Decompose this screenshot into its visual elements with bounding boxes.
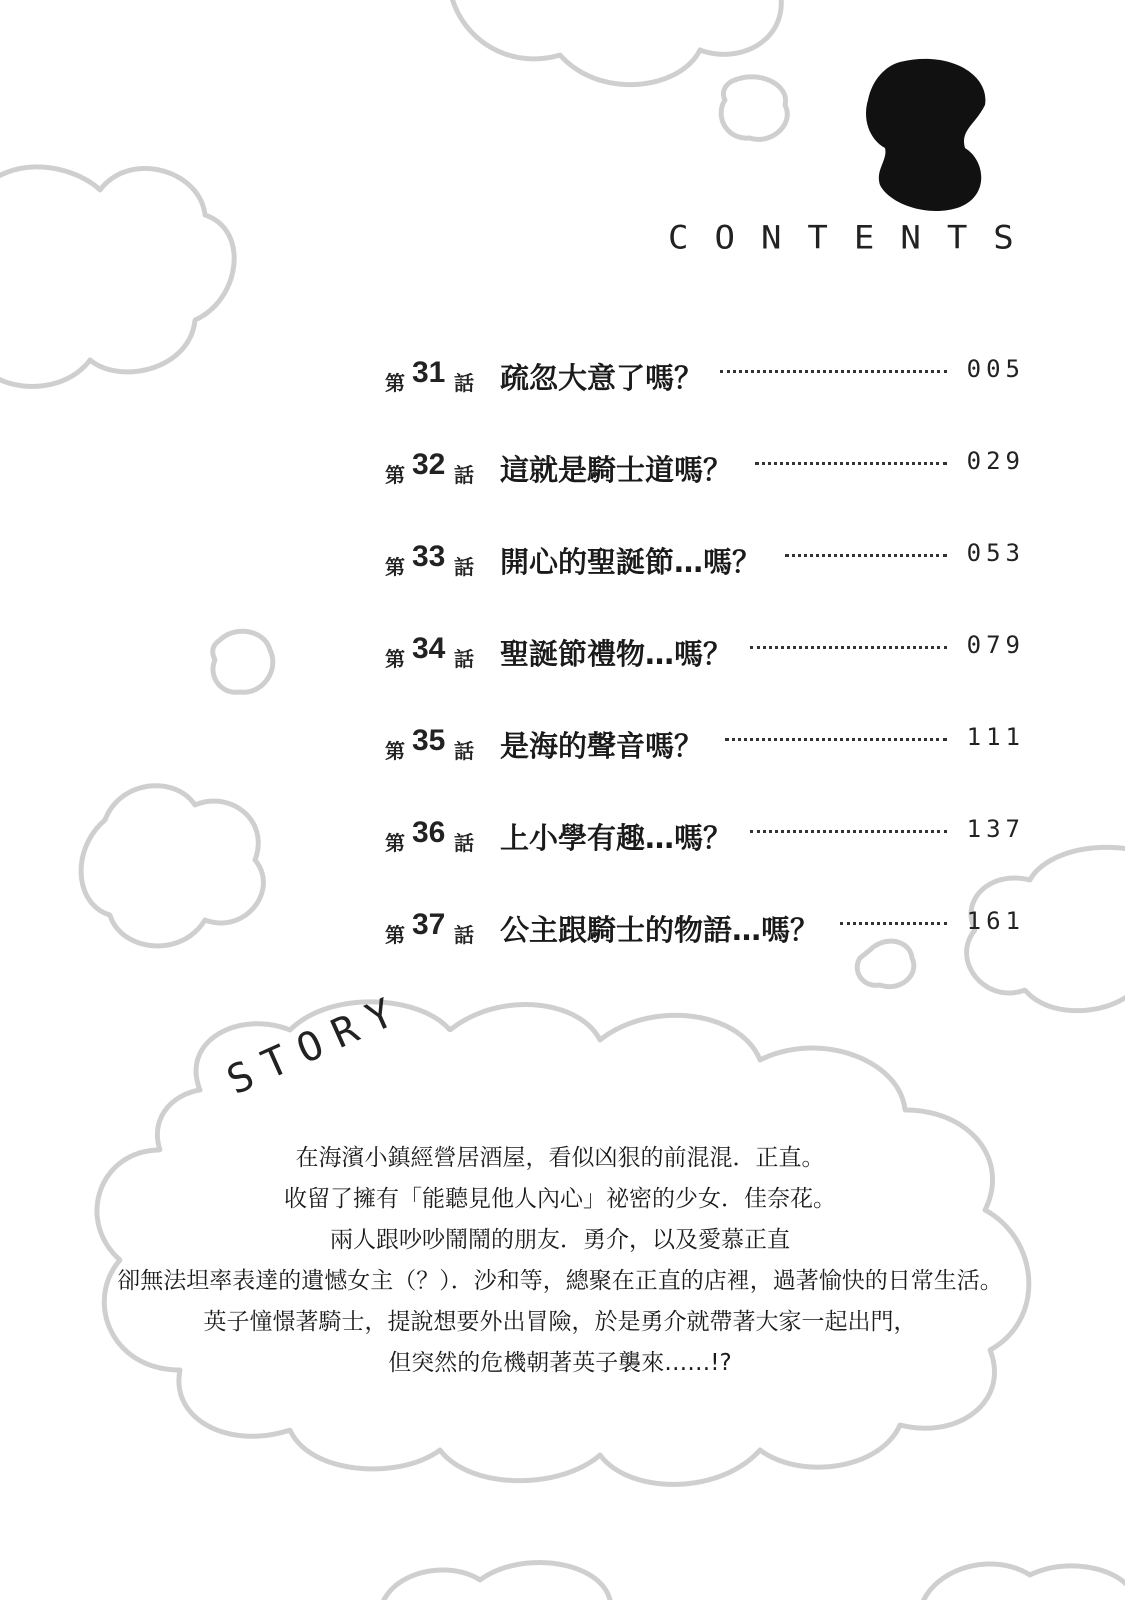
cloud-small-left [213,631,273,692]
toc-row[interactable] [385,626,1035,718]
page-number: 029 [966,447,1025,475]
chapter-prefix: 第 [385,647,405,671]
chapter-suffix: 話 [454,739,474,763]
chapter-title: 聖誕節禮物…嗎？ [500,637,733,671]
chapter-suffix: 話 [454,923,474,947]
chapter-number: 31 [412,356,446,389]
black-blob-icon [866,59,985,211]
chapter-number: 36 [412,816,446,849]
chapter-suffix: 話 [454,647,474,671]
dot-leader [750,830,947,833]
chapter-suffix: 話 [454,371,474,395]
chapter-suffix: 話 [454,463,474,487]
page-number: 161 [966,907,1025,935]
dot-leader [720,370,947,373]
table-of-contents [385,350,1035,994]
synopsis-line: 收留了擁有「能聽見他人內心」祕密的少女．佳奈花。 [284,1186,836,1212]
chapter-title: 公主跟騎士的物語…嗎？ [500,913,820,947]
toc-row[interactable] [385,350,1035,442]
chapter-prefix: 第 [385,923,405,947]
story-heading-text: STORY [220,984,414,1105]
cloud-top-center [450,0,781,85]
chapter-prefix: 第 [385,831,405,855]
synopsis-line: 卻無法坦率表達的遺憾女主（？）．沙和等，總聚在正直的店裡，過著愉快的日常生活。 [117,1268,1003,1294]
chapter-suffix: 話 [454,831,474,855]
dot-leader [840,922,947,925]
toc-row[interactable] [385,718,1035,810]
toc-row[interactable] [385,902,1035,994]
dot-leader [755,462,947,465]
cloud-bottom [380,1563,610,1600]
dot-leader [750,646,947,649]
toc-row[interactable] [385,534,1035,626]
chapter-title: 是海的聲音嗎？ [500,729,704,763]
chapter-title: 疏忽大意了嗎？ [500,361,704,395]
chapter-title: 這就是騎士道嗎？ [500,453,733,487]
chapter-prefix: 第 [385,739,405,763]
chapter-prefix: 第 [385,555,405,579]
cloud-small-ring [721,77,787,140]
page-number: 079 [966,631,1025,659]
chapter-title: 上小學有趣…嗎？ [500,821,733,855]
page-number: 137 [966,815,1025,843]
synopsis-line: 在海濱小鎮經營居酒屋，看似凶狠的前混混．正直。 [295,1145,825,1171]
dot-leader [785,554,947,557]
chapter-number: 37 [412,908,446,941]
chapter-number: 34 [412,632,446,665]
chapter-title: 開心的聖誕節…嗎？ [500,545,762,579]
cloud-top-left [0,167,234,386]
cloud-middle-left [81,786,263,946]
toc-row[interactable] [385,442,1035,534]
synopsis-line: 兩人跟吵吵鬧鬧的朋友．勇介，以及愛慕正直 [330,1227,790,1253]
story-synopsis [60,1138,1060,1384]
chapter-prefix: 第 [385,463,405,487]
cloud-bottom-right [920,1564,1125,1600]
toc-row[interactable] [385,810,1035,902]
dot-leader [725,738,947,741]
page-number: 111 [966,723,1025,751]
chapter-suffix: 話 [454,555,474,579]
synopsis-line: 英子憧憬著騎士，提說想要外出冒險，於是勇介就帶著大家一起出門， [203,1309,917,1335]
chapter-number: 33 [412,540,446,573]
page-number: 053 [966,539,1025,567]
synopsis-line: 但突然的危機朝著英子襲來……!? [388,1350,732,1376]
chapter-number: 32 [412,448,446,481]
chapter-number: 35 [412,724,446,757]
contents-heading: CONTENTS [668,219,1040,257]
page-number: 005 [966,355,1025,383]
chapter-prefix: 第 [385,371,405,395]
